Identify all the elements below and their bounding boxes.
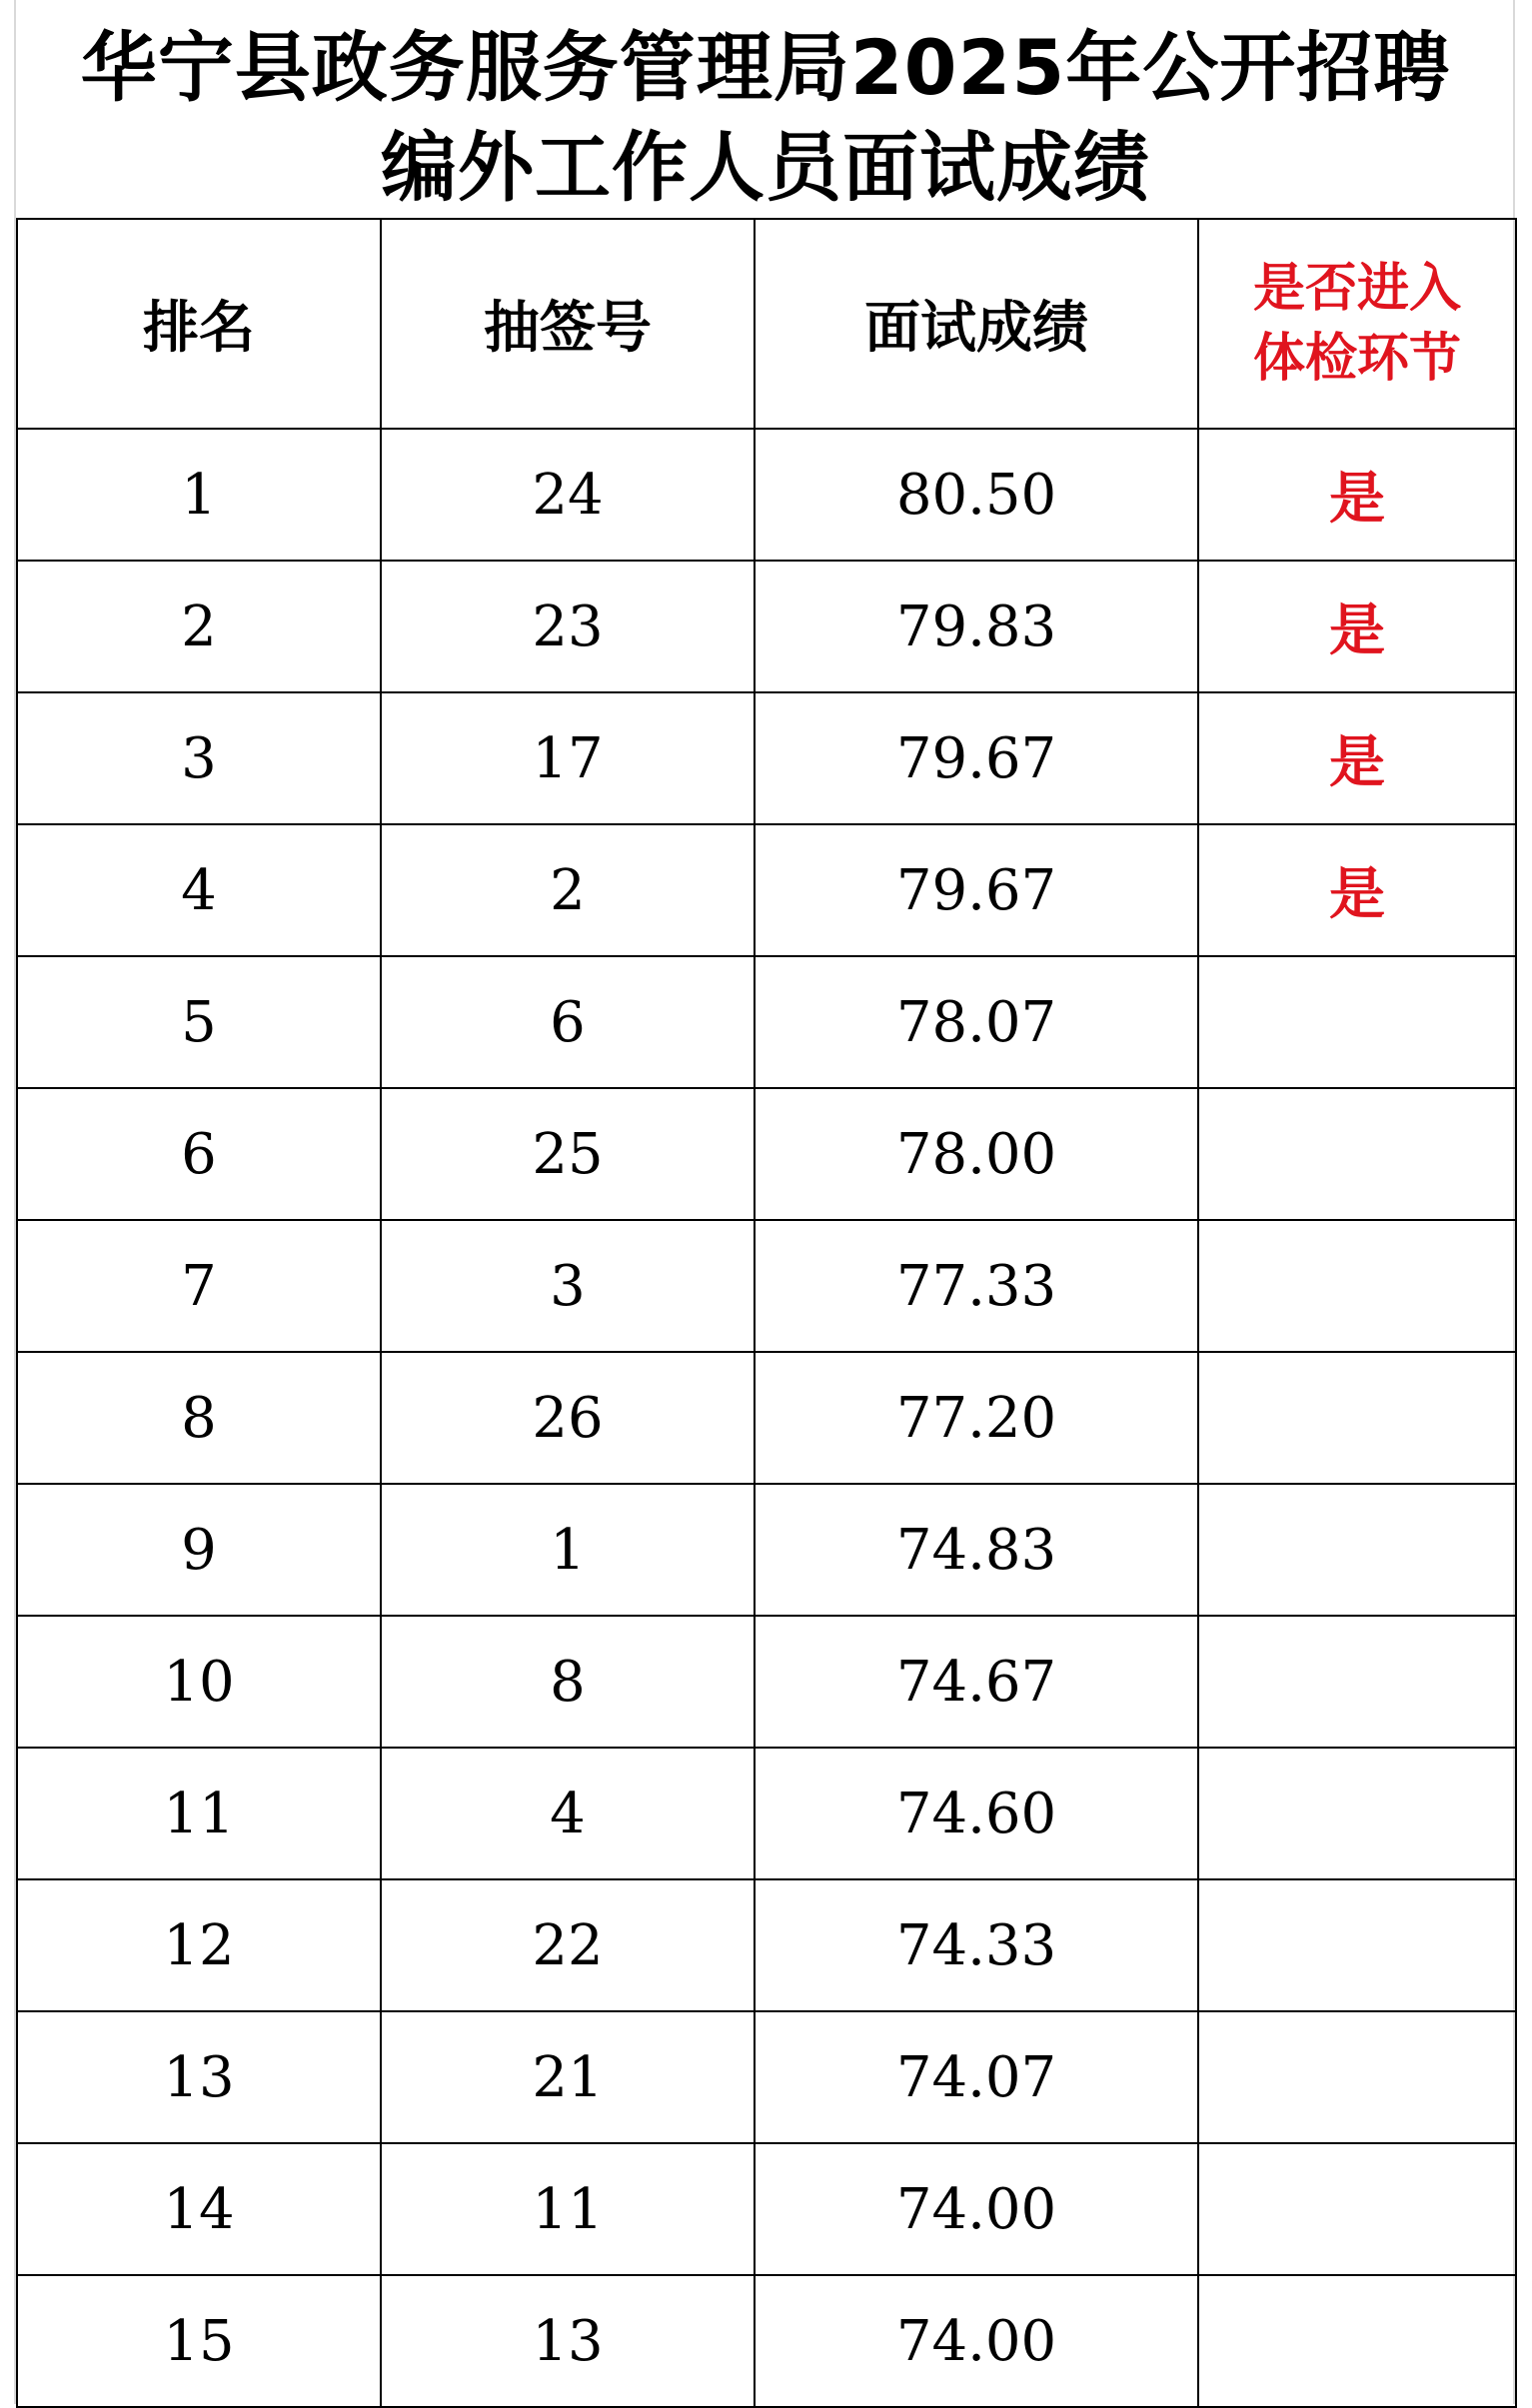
cell-rank: 8 xyxy=(17,1352,381,1484)
cell-rank: 10 xyxy=(17,1616,381,1748)
cell-score: 77.20 xyxy=(755,1352,1198,1484)
cell-physical-exam xyxy=(1198,1352,1516,1484)
cell-rank: 2 xyxy=(17,561,381,692)
cell-lot-number: 6 xyxy=(381,956,755,1088)
cell-rank: 11 xyxy=(17,1748,381,1879)
cell-physical-exam: 是 xyxy=(1198,429,1516,561)
cell-lot-number: 22 xyxy=(381,1879,755,2011)
cell-score: 77.33 xyxy=(755,1220,1198,1352)
cell-physical-exam: 是 xyxy=(1198,561,1516,692)
table-row xyxy=(17,1352,1516,1484)
cell-physical-exam xyxy=(1198,956,1516,1088)
cell-lot-number: 13 xyxy=(381,2275,755,2407)
table-row xyxy=(17,1616,1516,1748)
cell-score: 74.67 xyxy=(755,1616,1198,1748)
cell-physical-exam xyxy=(1198,1748,1516,1879)
table-body xyxy=(17,429,1516,2407)
table-row xyxy=(17,1748,1516,1879)
header-physical-exam-line-1: 是否进入 xyxy=(1252,259,1461,319)
cell-rank: 5 xyxy=(17,956,381,1088)
cell-rank: 15 xyxy=(17,2275,381,2407)
cell-score: 74.07 xyxy=(755,2011,1198,2143)
cell-score: 74.33 xyxy=(755,1879,1198,2011)
header-physical-exam xyxy=(1198,219,1516,429)
cell-physical-exam xyxy=(1198,1484,1516,1616)
table-row xyxy=(17,1879,1516,2011)
cell-lot-number: 2 xyxy=(381,824,755,956)
cell-score: 80.50 xyxy=(755,429,1198,561)
cell-physical-exam xyxy=(1198,1879,1516,2011)
table-row xyxy=(17,692,1516,824)
cell-physical-exam xyxy=(1198,2143,1516,2275)
cell-rank: 7 xyxy=(17,1220,381,1352)
document-title xyxy=(16,18,1515,218)
cell-physical-exam xyxy=(1198,1088,1516,1220)
header-score: 面试成绩 xyxy=(755,219,1198,429)
table-row xyxy=(17,1220,1516,1352)
cell-lot-number: 1 xyxy=(381,1484,755,1616)
cell-rank: 14 xyxy=(17,2143,381,2275)
cell-physical-exam xyxy=(1198,2011,1516,2143)
header-physical-exam-line-2: 体检环节 xyxy=(1252,329,1461,389)
cell-physical-exam: 是 xyxy=(1198,692,1516,824)
cell-rank: 9 xyxy=(17,1484,381,1616)
cell-rank: 12 xyxy=(17,1879,381,2011)
table-row xyxy=(17,1484,1516,1616)
cell-lot-number: 11 xyxy=(381,2143,755,2275)
cell-lot-number: 8 xyxy=(381,1616,755,1748)
table-row xyxy=(17,1088,1516,1220)
cell-lot-number: 24 xyxy=(381,429,755,561)
cell-lot-number: 23 xyxy=(381,561,755,692)
cell-rank: 3 xyxy=(17,692,381,824)
cell-rank: 6 xyxy=(17,1088,381,1220)
cell-physical-exam: 是 xyxy=(1198,824,1516,956)
cell-score: 79.83 xyxy=(755,561,1198,692)
table-row xyxy=(17,429,1516,561)
cell-lot-number: 17 xyxy=(381,692,755,824)
cell-rank: 4 xyxy=(17,824,381,956)
table-row xyxy=(17,561,1516,692)
title-line-2: 编外工作人员面试成绩 xyxy=(381,123,1150,212)
cell-lot-number: 21 xyxy=(381,2011,755,2143)
cell-physical-exam xyxy=(1198,1220,1516,1352)
cell-physical-exam xyxy=(1198,1616,1516,1748)
cell-score: 78.00 xyxy=(755,1088,1198,1220)
title-line-1: 华宁县政务服务管理局2025年公开招聘 xyxy=(80,23,1451,112)
cell-physical-exam xyxy=(1198,2275,1516,2407)
cell-lot-number: 26 xyxy=(381,1352,755,1484)
cell-rank: 1 xyxy=(17,429,381,561)
cell-score: 74.60 xyxy=(755,1748,1198,1879)
header-rank: 排名 xyxy=(17,219,381,429)
cell-score: 79.67 xyxy=(755,692,1198,824)
cell-lot-number: 25 xyxy=(381,1088,755,1220)
cell-rank: 13 xyxy=(17,2011,381,2143)
table-row xyxy=(17,2275,1516,2407)
header-lot-number: 抽签号 xyxy=(381,219,755,429)
cell-score: 74.00 xyxy=(755,2143,1198,2275)
cell-score: 79.67 xyxy=(755,824,1198,956)
cell-score: 74.00 xyxy=(755,2275,1198,2407)
cell-score: 74.83 xyxy=(755,1484,1198,1616)
cell-lot-number: 4 xyxy=(381,1748,755,1879)
table-row xyxy=(17,2011,1516,2143)
table-row xyxy=(17,2143,1516,2275)
cell-lot-number: 3 xyxy=(381,1220,755,1352)
score-table xyxy=(16,218,1517,2408)
table-header-row xyxy=(17,219,1516,429)
table-row xyxy=(17,956,1516,1088)
table-row xyxy=(17,824,1516,956)
cell-score: 78.07 xyxy=(755,956,1198,1088)
